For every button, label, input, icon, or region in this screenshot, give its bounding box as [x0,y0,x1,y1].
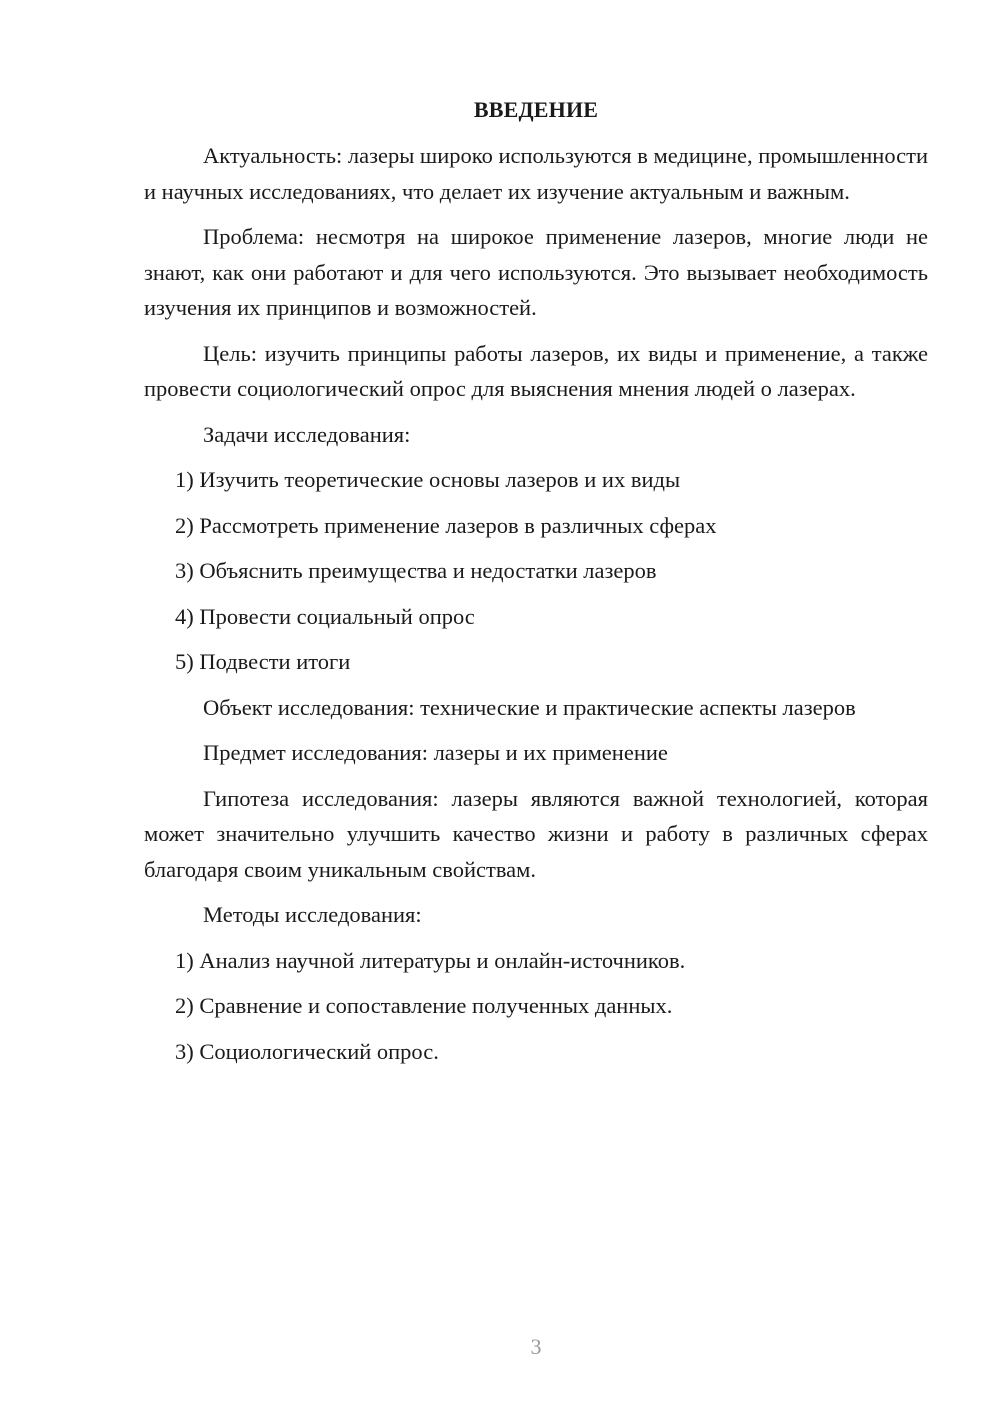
goal-paragraph: Цель: изучить принципы работы лазеров, их виды и применение, а также провести социологический опрос для выяснения мнения людей о лазерах. [144,340,928,401]
page-number: 3 [530,1334,542,1359]
methods-heading: Методы исследования: [203,902,422,927]
task-item: 2) Рассмотреть применение лазеров в различных сферах [175,512,717,538]
section-title: ВВЕДЕНИЕ [473,97,599,122]
problem-paragraph: Проблема: несмотря на широкое применение лазеров, многие люди не знают, как они работают и для чего используются. Это вызывает необходимость изучения их принципов и возможностей. [144,224,928,320]
method-item: 2) Сравнение и сопоставление полученных данных. [175,993,673,1018]
subject-line: Предмет исследования: лазеры и их применение [203,740,668,765]
tasks-heading: Задачи исследования: [203,421,411,447]
page-content [144,92,928,1079]
task-item: 4) Провести социальный опрос [175,603,475,629]
object-line: Объект исследования: технические и практические аспекты лазеров [203,694,856,720]
task-item: 3) Объяснить преимущества и недостатки лазеров [175,558,657,583]
task-item: 5) Подвести итоги [175,649,351,674]
task-item: 1) Изучить теоретические основы лазеров и их виды [175,467,681,492]
hypothesis-paragraph: Гипотеза исследования: лазеры являются важной технологией, которая может значительно улучшить качество жизни и работу в различных сферах благодаря своим уникальным свойствам. [144,785,928,882]
method-item: 3) Социологический опрос. [175,1038,439,1064]
method-item: 1) Анализ научной литературы и онлайн-источников. [175,947,686,973]
relevance-paragraph: Актуальность: лазеры широко используются в медицине, промышленности и научных исследованиях, что делает их изучение актуальным и важным. [144,143,929,204]
